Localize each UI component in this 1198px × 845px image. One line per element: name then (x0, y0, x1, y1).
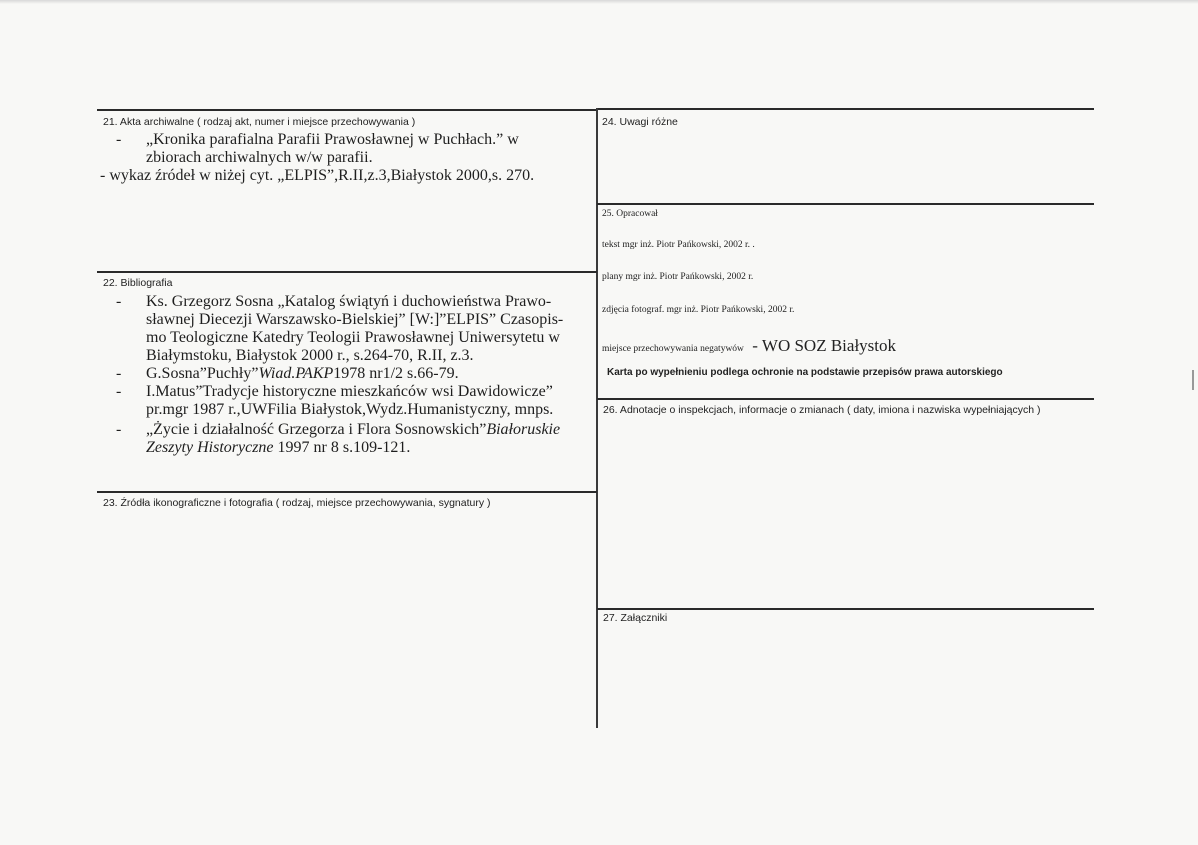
negatives-storage-line (602, 336, 896, 356)
bibliography-item-3 (116, 383, 594, 419)
section-26-label: 26. Adnotacje o inspekcjach, informacje o zmianach ( daty, imiona i nazwiska wypełniających ) (603, 404, 1041, 416)
text-line: Białymstoku, Białystok 2000 r., s.264-70, R.II, z.3. (146, 347, 474, 364)
list-dash: - (116, 421, 122, 438)
divider-before-22 (97, 271, 597, 273)
section-21-item-2 (100, 167, 594, 185)
divider-before-25 (597, 203, 1094, 205)
section-21-label: 21. Akta archiwalne ( rodzaj akt, numer i miejsce przechowywania ) (103, 116, 416, 128)
list-dash: - (116, 131, 122, 148)
list-dash: - (116, 293, 122, 310)
page-top-edge (0, 0, 1198, 4)
text-line: - wykaz źródeł w niżej cyt. „ELPIS”,R.II,z.3,Białystok 2000,s. 270. (100, 167, 535, 184)
list-dash: - (116, 365, 122, 382)
section-21-content (100, 131, 594, 185)
section-24-label: 24. Uwagi różne (602, 116, 678, 128)
text-run: G.Sosna”Puchły” (146, 365, 259, 382)
journal-title: Białoruskie (486, 421, 561, 438)
bibliography-item-4 (116, 421, 594, 457)
text-line: Ks. Grzegorz Sosna „Katalog świątyń i duchowieństwa Prawo- (146, 293, 552, 310)
author-photos-line: zdjęcia fotograf. mgr inż. Piotr Pańkowski, 2002 r. (602, 305, 795, 315)
text-run: 1997 nr 8 s.109-121. (273, 439, 411, 456)
divider-top-left (97, 109, 597, 111)
section-27-label: 27. Załączniki (603, 612, 668, 624)
text-line: I.Matus”Tradycje historyczne mieszkańców wsi Dawidowicze” (146, 383, 553, 400)
text-run: 1978 nr1/2 s.66-79. (333, 365, 459, 382)
journal-title: Wiad.PAKP (258, 365, 334, 382)
text-line: „Kronika parafialna Parafii Prawosławnej w Puchłach.” w (146, 131, 519, 148)
text-line (116, 365, 594, 383)
divider-top-right (597, 108, 1094, 110)
text-line (116, 439, 594, 457)
bibliography-item-1 (116, 293, 594, 365)
text-line: pr.mgr 1987 r.,UWFilia Białystok,Wydz.Humanistyczny, mnps. (146, 401, 554, 418)
page-right-mark (1192, 370, 1194, 390)
divider-before-26 (597, 398, 1094, 400)
list-dash: - (116, 383, 122, 400)
section-23-label: 23. Źródła ikonograficzne i fotografia ( rodzaj, miejsce przechowywania, sygnatury ) (103, 497, 491, 509)
negatives-storage-label: miejsce przechowywania negatywów (602, 344, 744, 354)
copyright-note: Karta po wypełnieniu podlega ochronie na podstawie przepisów prawa autorskiego (607, 367, 1003, 378)
section-25-label: 25. Opracował (602, 209, 658, 219)
column-divider (596, 108, 598, 728)
text-run: „Życie i działalność Grzegorza i Flora Sosnowskich” (146, 421, 487, 438)
journal-title: Zeszyty Historyczne (146, 439, 274, 456)
author-plans-line: plany mgr inż. Piotr Pańkowski, 2002 r. (602, 272, 754, 282)
text-line: zbiorach archiwalnych w/w parafii. (146, 149, 373, 166)
section-21-item-1 (116, 131, 594, 167)
divider-before-27 (597, 608, 1094, 610)
section-22-label: 22. Bibliografia (103, 277, 173, 289)
negatives-storage-value: - WO SOZ Białystok (752, 336, 897, 355)
text-line: mo Teologiczne Katedry Teologii Prawosławnej Uniwersytetu w (146, 329, 560, 346)
text-line (116, 421, 594, 439)
section-22-content (116, 293, 594, 457)
bibliography-item-2 (116, 365, 594, 383)
author-text-line: tekst mgr inż. Piotr Pańkowski, 2002 r. . (602, 240, 755, 250)
text-line: sławnej Diecezji Warszawsko-Bielskiej” [W:]”ELPIS” Czasopis- (146, 311, 564, 328)
divider-before-23 (97, 491, 597, 493)
